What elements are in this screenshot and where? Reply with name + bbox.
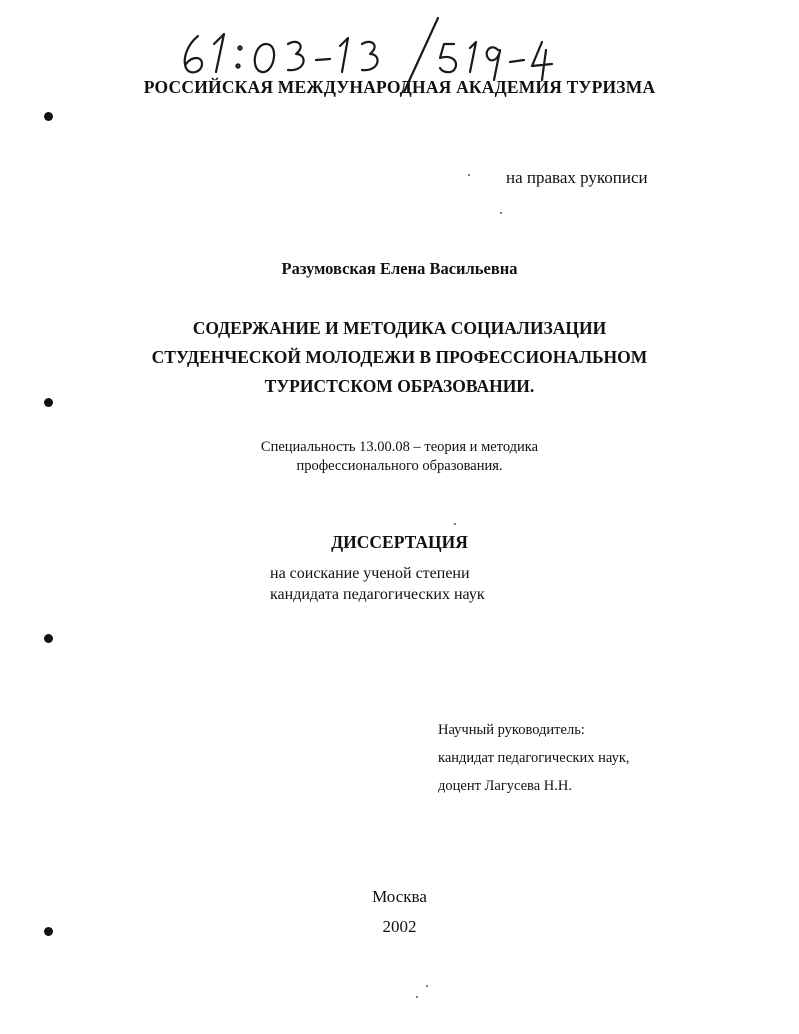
punch-hole-mark <box>44 927 53 936</box>
scan-speck <box>454 523 456 525</box>
title-line: СТУДЕНЧЕСКОЙ МОЛОДЕЖИ В ПРОФЕССИОНАЛЬНОМ <box>151 347 648 367</box>
degree-line: на соискание ученой степени <box>270 565 470 582</box>
punch-hole-mark <box>44 634 53 643</box>
degree-line: кандидата педагогических наук <box>270 586 485 603</box>
scan-speck <box>468 174 470 176</box>
scan-speck <box>416 996 418 998</box>
specialty-line: Специальность 13.00.08 – теория и методика <box>260 439 539 455</box>
advisor-line: кандидат педагогических наук, <box>438 750 630 766</box>
title-line: СОДЕРЖАНИЕ И МЕТОДИКА СОЦИАЛИЗАЦИИ <box>192 318 607 338</box>
specialty-line: профессионального образования. <box>296 458 503 474</box>
year: 2002 <box>382 917 417 936</box>
dissertation-title <box>0 314 799 401</box>
author-name: Разумовская Елена Васильевна <box>281 259 518 278</box>
city: Москва <box>372 887 427 906</box>
scientific-advisor <box>438 716 630 800</box>
advisor-line: Научный руководитель: <box>438 722 585 738</box>
organization-name: РОССИЙСКАЯ МЕЖДУНАРОДНАЯ АКАДЕМИЯ ТУРИЗМА <box>143 77 656 97</box>
document-type-heading: ДИССЕРТАЦИЯ <box>331 532 468 552</box>
manuscript-rights-note: на правах рукописи <box>506 168 648 187</box>
scan-speck <box>500 212 502 214</box>
scan-speck <box>426 985 428 987</box>
advisor-line: доцент Лагусева Н.Н. <box>438 778 572 794</box>
degree-info <box>270 563 485 605</box>
specialty-info <box>0 438 799 476</box>
punch-hole-mark <box>44 112 53 121</box>
title-line: ТУРИСТСКОМ ОБРАЗОВАНИИ. <box>264 376 535 396</box>
punch-hole-mark <box>44 398 53 407</box>
